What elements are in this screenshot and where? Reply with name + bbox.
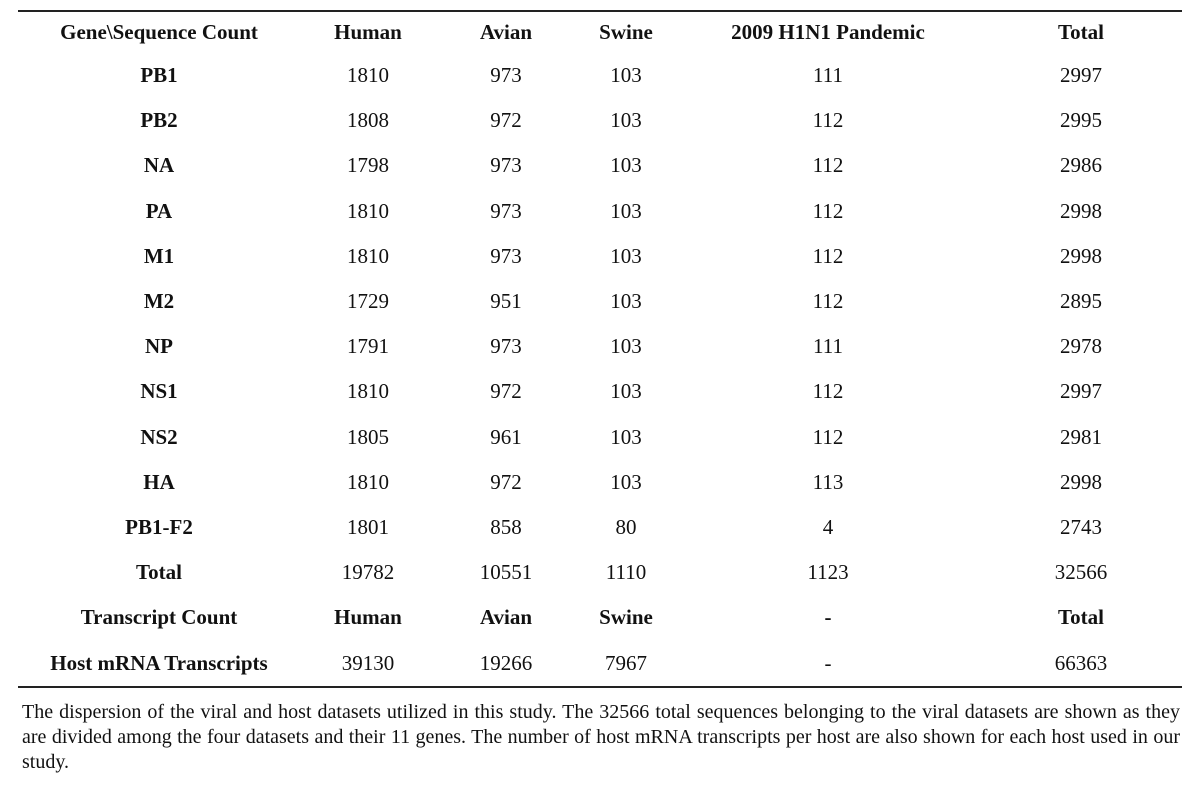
table-cell: 103 xyxy=(610,198,642,223)
table-cell: 1805 xyxy=(347,424,389,449)
table-cell: 112 xyxy=(812,379,844,404)
table-cell: 103 xyxy=(610,424,642,449)
table-total-row xyxy=(18,550,1182,595)
table-cell: 2998 xyxy=(1060,198,1102,223)
table-cell: 113 xyxy=(812,469,844,494)
table-cell: 112 xyxy=(812,198,844,223)
table-cell: 2986 xyxy=(1060,153,1102,178)
table-row xyxy=(18,189,1182,234)
table-cell: 973 xyxy=(490,334,522,359)
table-cell: 1791 xyxy=(347,334,389,359)
table-cell: 112 xyxy=(812,289,844,314)
table-row xyxy=(18,324,1182,369)
table-cell: 951 xyxy=(490,289,522,314)
column-header: Human xyxy=(334,605,402,630)
column-header: Transcript Count xyxy=(80,605,238,630)
transcript-row xyxy=(18,640,1182,685)
row-label: PB1 xyxy=(140,63,178,88)
table-row xyxy=(18,234,1182,279)
table-row xyxy=(18,460,1182,505)
table-cell: 39130 xyxy=(341,650,395,675)
table-cell: 10551 xyxy=(479,560,533,585)
table-cell: 1810 xyxy=(347,63,389,88)
column-header: Total xyxy=(1058,20,1104,44)
table-cell: 972 xyxy=(490,379,522,404)
row-label: NS2 xyxy=(140,424,178,449)
bottom-rule xyxy=(18,686,1182,688)
table-cell: 2998 xyxy=(1060,243,1102,268)
column-header: Gene\Sequence Count xyxy=(60,20,258,44)
table-cell: 2995 xyxy=(1060,108,1102,133)
row-label: NP xyxy=(145,334,173,359)
column-header: Avian xyxy=(479,605,533,630)
row-label: NA xyxy=(143,153,175,178)
table-cell: 66363 xyxy=(1054,650,1108,675)
table-row xyxy=(18,505,1182,550)
table-cell: 103 xyxy=(610,108,642,133)
row-label: Total xyxy=(136,560,182,585)
table-row xyxy=(18,98,1182,143)
row-label: PA xyxy=(145,198,173,223)
table-cell: 1729 xyxy=(347,289,389,314)
column-header: Total xyxy=(1058,605,1104,630)
table-cell: 972 xyxy=(490,469,522,494)
row-label: M1 xyxy=(143,243,175,268)
table-caption: The dispersion of the viral and host datasets utilized in this study. The 32566 total sequences belonging to the viral datasets are shown as they are divided among the four datasets and their 11 genes. The number of host mRNA transcripts per host are also shown for each host used in our study. xyxy=(22,700,1180,773)
dataset-table xyxy=(18,12,1182,686)
table-cell: 2895 xyxy=(1060,289,1102,314)
table-cell: 973 xyxy=(490,153,522,178)
table-cell: 111 xyxy=(813,334,843,359)
transcript-header-row xyxy=(18,595,1182,640)
table-cell: 973 xyxy=(490,198,522,223)
table-cell: 972 xyxy=(490,108,522,133)
table-cell: 973 xyxy=(490,243,522,268)
table-figure xyxy=(18,0,1182,795)
table-cell: 2997 xyxy=(1060,379,1102,404)
column-header: Swine xyxy=(599,605,653,630)
table-cell: 103 xyxy=(610,243,642,268)
table-cell: 1810 xyxy=(347,379,389,404)
table-cell: 1810 xyxy=(347,198,389,223)
table-cell: 103 xyxy=(610,334,642,359)
table-cell: 2998 xyxy=(1060,469,1102,494)
table-cell: 7967 xyxy=(605,650,647,675)
table-cell: 103 xyxy=(610,153,642,178)
table-cell: 112 xyxy=(812,108,844,133)
row-label: PB1-F2 xyxy=(125,514,193,539)
row-label: HA xyxy=(143,469,175,494)
table-cell: 1123 xyxy=(807,560,849,585)
table-cell: 1798 xyxy=(347,153,389,178)
column-header: Swine xyxy=(599,20,653,44)
table-cell: 103 xyxy=(610,379,642,404)
table-cell: 1810 xyxy=(347,469,389,494)
table-cell: 103 xyxy=(610,63,642,88)
row-label: PB2 xyxy=(140,108,178,133)
column-header: Human xyxy=(334,20,402,44)
table-cell: 112 xyxy=(812,243,844,268)
row-label: M2 xyxy=(143,289,175,314)
table-cell: 112 xyxy=(812,153,844,178)
table-cell: 112 xyxy=(812,424,844,449)
table-cell: 4 xyxy=(822,514,834,539)
table-cell: 111 xyxy=(813,63,843,88)
table-cell: 103 xyxy=(610,469,642,494)
table-cell: 19782 xyxy=(341,560,395,585)
table-cell: 858 xyxy=(490,514,522,539)
table-cell: 2978 xyxy=(1060,334,1102,359)
column-header: Avian xyxy=(479,20,533,44)
table-row xyxy=(18,279,1182,324)
row-label: Host mRNA Transcripts xyxy=(50,650,268,675)
column-header: - xyxy=(824,605,832,630)
table-cell: 103 xyxy=(610,289,642,314)
table-cell: 1110 xyxy=(605,560,647,585)
column-header: 2009 H1N1 Pandemic xyxy=(731,20,925,44)
table-row xyxy=(18,369,1182,414)
table-row xyxy=(18,143,1182,188)
table-cell: 2981 xyxy=(1060,424,1102,449)
table-cell: 19266 xyxy=(479,650,533,675)
table-cell: 1808 xyxy=(347,108,389,133)
table-cell: 80 xyxy=(615,514,637,539)
table-row xyxy=(18,53,1182,98)
table-cell: 961 xyxy=(490,424,522,449)
table-cell: 2743 xyxy=(1060,514,1102,539)
table-cell: 32566 xyxy=(1054,560,1108,585)
table-cell: 1801 xyxy=(347,514,389,539)
table-cell: 973 xyxy=(490,63,522,88)
table-cell: - xyxy=(824,650,832,675)
table-cell: 2997 xyxy=(1060,63,1102,88)
table-cell: 1810 xyxy=(347,243,389,268)
table-row xyxy=(18,415,1182,460)
table-header-row xyxy=(18,12,1182,53)
row-label: NS1 xyxy=(140,379,178,404)
